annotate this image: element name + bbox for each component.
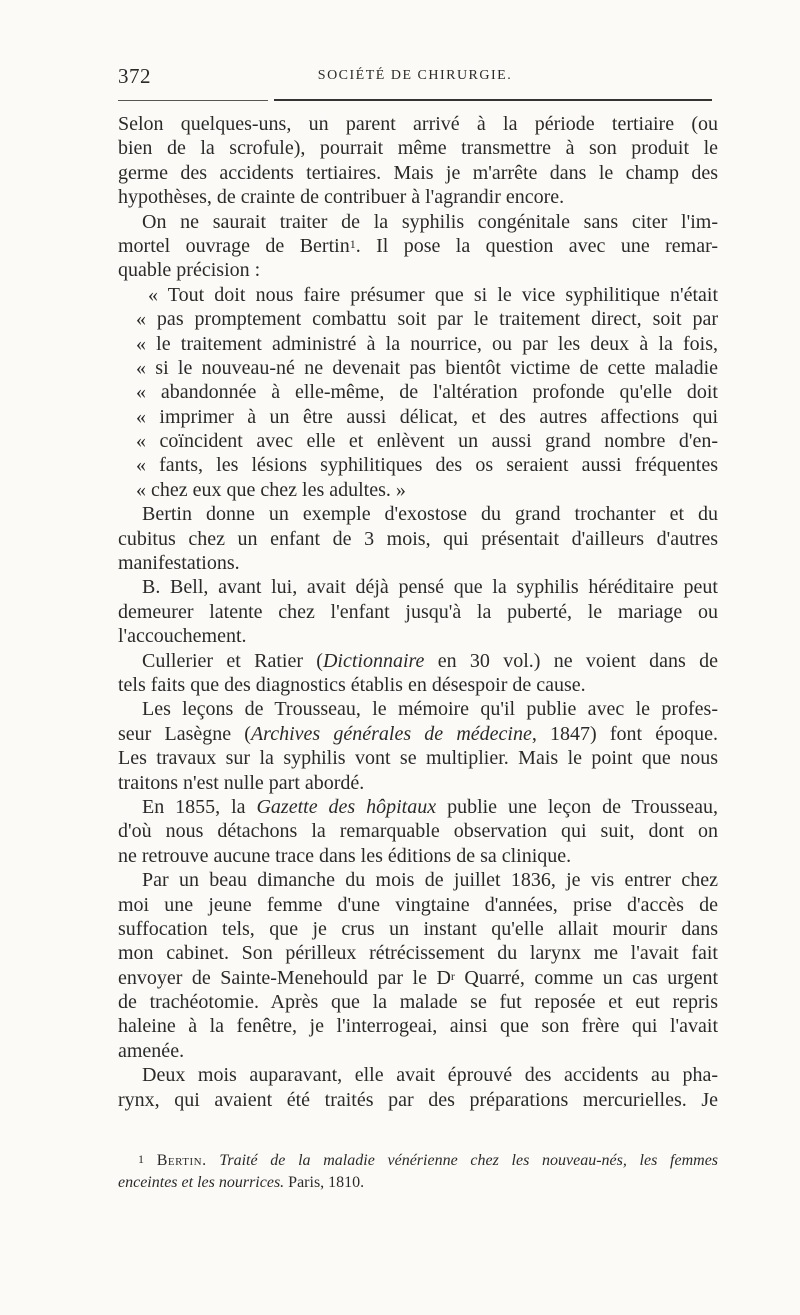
text-line: Les travaux sur la syphilis vont se multiplier. Mais le point que nous (118, 747, 718, 770)
header-rule-left (118, 100, 268, 101)
quote-line: « chez eux que chez les adultes. » (136, 478, 406, 501)
quote-line: « pas promptement combattu soit par le traitement direct, soit par (136, 308, 718, 331)
text-line: de trachéotomie. Après que la malade se fut reposée et eut repris (118, 991, 718, 1014)
quote-line: « imprimer à un être aussi délicat, et des autres affections qui (136, 405, 718, 428)
quote-line: « abandonnée à elle-même, de l'altération profonde qu'elle doit (136, 381, 718, 404)
text-line: rynx, qui avaient été traités par des préparations mercurielles. Je (118, 1088, 718, 1111)
text-line: Selon quelques-uns, un parent arrivé à la période tertiaire (ou (118, 113, 718, 135)
page-number: 372 (118, 64, 151, 88)
text-line: Deux mois auparavant, elle avait éprouvé des accidents au pha- (142, 1064, 718, 1087)
footnote-marker: 1 (138, 1152, 144, 1166)
text-line: ne retrouve aucune trace dans les éditions de sa clinique. (118, 844, 572, 867)
text-line (118, 966, 718, 990)
text-line: l'accouchement. (118, 625, 247, 648)
italic-title: Archives générales de médecine (250, 722, 532, 745)
quote-line: « le traitement administré à la nourrice, ou par les deux à la fois, (136, 332, 718, 355)
text-line: d'où nous détachons la remarquable observation qui suit, dont on (118, 820, 718, 843)
italic-title: Gazette des hôpitaux (256, 795, 437, 818)
quote-line: « Tout doit nous faire présumer que si le vice syphilitique n'était (148, 283, 718, 306)
header-rule-right (274, 99, 712, 101)
text-line: germe des accidents tertiaires. Mais je m'arrête dans le champ des (118, 161, 718, 184)
italic-title: Dictionnaire (322, 649, 425, 672)
text-line (118, 234, 718, 258)
text-line: manifestations. (118, 552, 240, 575)
text-line: amenée. (118, 1039, 185, 1062)
quote-line: « coïncident avec elle et enlèvent un aussi grand nombre d'en- (136, 430, 718, 453)
text-line: quable précision : (118, 259, 261, 282)
footnote-title: Traité de la maladie vénérienne chez les nouveau-nés, les femmes (219, 1152, 719, 1169)
text-line: traitons n'est nulle part abordé. (118, 771, 365, 794)
text-line (118, 649, 718, 673)
footnote-author: Bertin. (156, 1152, 207, 1169)
line-fragment: mortel ouvrage de Bertin (118, 234, 350, 257)
line-fragment: , 1847) font époque. (531, 722, 718, 745)
line-fragment: Cullerier et Ratier ( (142, 649, 323, 672)
text-line: bien de la scrofule), pourrait même transmettre à son produit le (118, 137, 718, 160)
line-fragment: . Il pose la question avec une remar- (355, 234, 718, 257)
text-line: mon cabinet. Son périlleux rétrécissement du larynx me l'avait fait (118, 942, 718, 965)
text-line: demeurer latente chez l'enfant jusqu'à la puberté, le mariage ou (118, 600, 718, 623)
line-fragment: publie une leçon de Trousseau, (436, 795, 719, 818)
line-fragment: envoyer de Sainte-Menehould par le D (118, 966, 451, 989)
line-fragment: seur Lasègne ( (118, 722, 251, 745)
text-line: moi une jeune femme d'une vingtaine d'années, prise d'accès de (118, 893, 718, 916)
text-line: Bertin donne un exemple d'exostose du grand trochanter et du (142, 503, 718, 526)
text-line: suffocation tels, que je crus un instant qu'elle allait mourir dans (118, 917, 718, 940)
text-line: cubitus chez un enfant de 3 mois, qui présentait d'ailleurs d'autres (118, 527, 718, 550)
page-header (118, 64, 712, 86)
text-line (118, 722, 718, 746)
text-line: hypothèses, de crainte de contribuer à l'agrandir encore. (118, 186, 565, 209)
text-line (118, 795, 718, 819)
line-fragment: Quarré, comme un cas urgent (454, 966, 719, 989)
text-line: tels faits que des diagnostics établis en désespoir de cause. (118, 673, 586, 696)
running-title: SOCIÉTÉ DE CHIRURGIE. (317, 68, 513, 83)
body-text (118, 112, 718, 1112)
footnote-line (118, 1150, 718, 1172)
text-line: Par un beau dimanche du mois de juillet 1836, je vis entrer chez (142, 869, 718, 892)
footnote-reference: 1 (349, 236, 356, 251)
quote-line: « si le nouveau-né ne devenait pas bientôt victime de cette maladie (136, 356, 718, 379)
text-line: Les leçons de Trousseau, le mémoire qu'il publie avec le profes- (142, 698, 718, 721)
line-fragment: en 30 vol.) ne voient dans de (424, 649, 719, 672)
text-line: On ne saurait traiter de la syphilis congénitale sans citer l'im- (142, 210, 718, 233)
superscript: r (450, 968, 455, 983)
footnote-title: enceintes et les nourrices. (118, 1174, 285, 1191)
text-line: B. Bell, avant lui, avait déjà pensé que la syphilis héréditaire peut (142, 576, 718, 599)
footnote-line (118, 1172, 718, 1194)
footnote (118, 1150, 718, 1194)
text-line: haleine à la fenêtre, je l'interrogeai, ainsi que son frère qui l'avait (118, 1015, 718, 1038)
quote-line: « fants, les lésions syphilitiques des os seraient aussi fréquentes (136, 454, 718, 477)
footnote-imprint: Paris, 1810. (284, 1174, 365, 1191)
line-fragment: En 1855, la (142, 795, 257, 818)
